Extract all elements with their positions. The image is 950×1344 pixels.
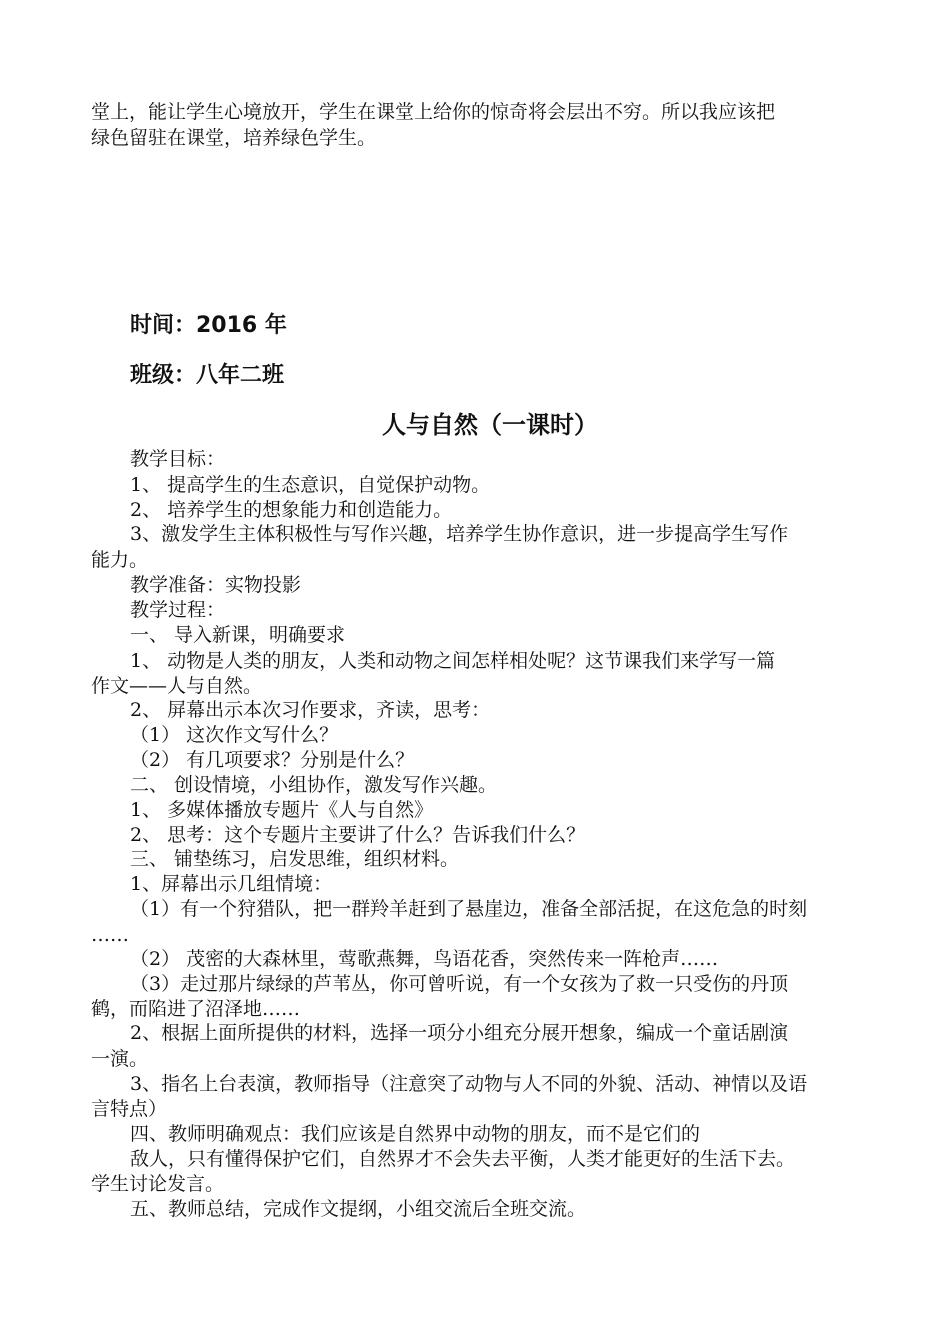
body-line: 三、 铺垫练习，启发思维，组织材料。 bbox=[130, 848, 460, 870]
body-line: 言特点） bbox=[91, 1098, 168, 1120]
body-line: 2、根据上面所提供的材料，选择一项分小组充分展开想象，编成一个童话剧演 bbox=[130, 1022, 789, 1044]
body-line: 2、 屏幕出示本次习作要求，齐读，思考： bbox=[130, 699, 491, 721]
body-line: …… bbox=[91, 924, 129, 946]
body-line: （3）走过那片绿绿的芦苇丛，你可曾听说，有一个女孩为了救一只受伤的丹顶 bbox=[130, 973, 789, 995]
body-line: 1、 多媒体播放专题片《人与自然》 bbox=[130, 799, 434, 821]
body-line: 一、 导入新课，明确要求 bbox=[130, 624, 346, 646]
body-line: （2） 茂密的大森林里，莺歌燕舞，鸟语花香，突然传来一阵枪声…… bbox=[130, 948, 719, 970]
body-line: 2、 培养学生的想象能力和创造能力。 bbox=[130, 499, 453, 521]
body-line: 五、教师总结，完成作文提纲，小组交流后全班交流。 bbox=[130, 1198, 587, 1220]
time-label: 时间：2016 年 bbox=[130, 313, 287, 338]
body-line: 1、 提高学生的生态意识，自觉保护动物。 bbox=[130, 474, 491, 496]
intro-line-2: 绿色留驻在课堂，培养绿色学生。 bbox=[91, 127, 377, 149]
body-line: 二、 创设情境，小组协作，激发写作兴趣。 bbox=[130, 774, 498, 796]
body-line: 教学过程： bbox=[130, 599, 226, 621]
body-line: 四、教师明确观点：我们应该是自然界中动物的朋友，而不是它们的 bbox=[130, 1123, 701, 1145]
body-line: （1）有一个狩猎队，把一群羚羊赶到了悬崖边，准备全部活捉，在这危急的时刻 bbox=[130, 898, 808, 920]
body-line: 2、 思考：这个专题片主要讲了什么？告诉我们什么？ bbox=[130, 824, 586, 846]
body-line: 教学目标： bbox=[130, 448, 226, 470]
body-line: 3、指名上台表演，教师指导（注意突了动物与人不同的外貌、活动、神情以及语 bbox=[130, 1073, 808, 1095]
body-line: 3、激发学生主体积极性与写作兴趣，培养学生协作意识，进一步提高学生写作 bbox=[130, 523, 789, 545]
body-line: 作文——人与自然。 bbox=[91, 675, 263, 697]
body-line: 能力。 bbox=[91, 549, 149, 571]
intro-line-1: 堂上，能让学生心境放开，学生在课堂上给你的惊奇将会层出不穷。所以我应该把 bbox=[91, 101, 776, 123]
body-line: 学生讨论发言。 bbox=[91, 1173, 225, 1195]
body-line: 1、 动物是人类的朋友，人类和动物之间怎样相处呢？这节课我们来学写一篇 bbox=[130, 650, 776, 672]
body-line: 教学准备：实物投影 bbox=[130, 574, 302, 596]
body-line: （2） 有几项要求？分别是什么？ bbox=[130, 749, 415, 771]
body-line: 一演。 bbox=[91, 1048, 149, 1070]
body-line: （1） 这次作文写什么？ bbox=[130, 724, 339, 746]
class-label: 班级：八年二班 bbox=[130, 363, 285, 388]
body-line: 鹤，而陷进了沼泽地…… bbox=[91, 998, 301, 1020]
page-title: 人与自然（一课时） bbox=[382, 411, 598, 439]
body-line: 敌人，只有懂得保护它们，自然界才不会失去平衡，人类才能更好的生活下去。 bbox=[130, 1148, 796, 1170]
body-line: 1、屏幕出示几组情境： bbox=[130, 873, 333, 895]
